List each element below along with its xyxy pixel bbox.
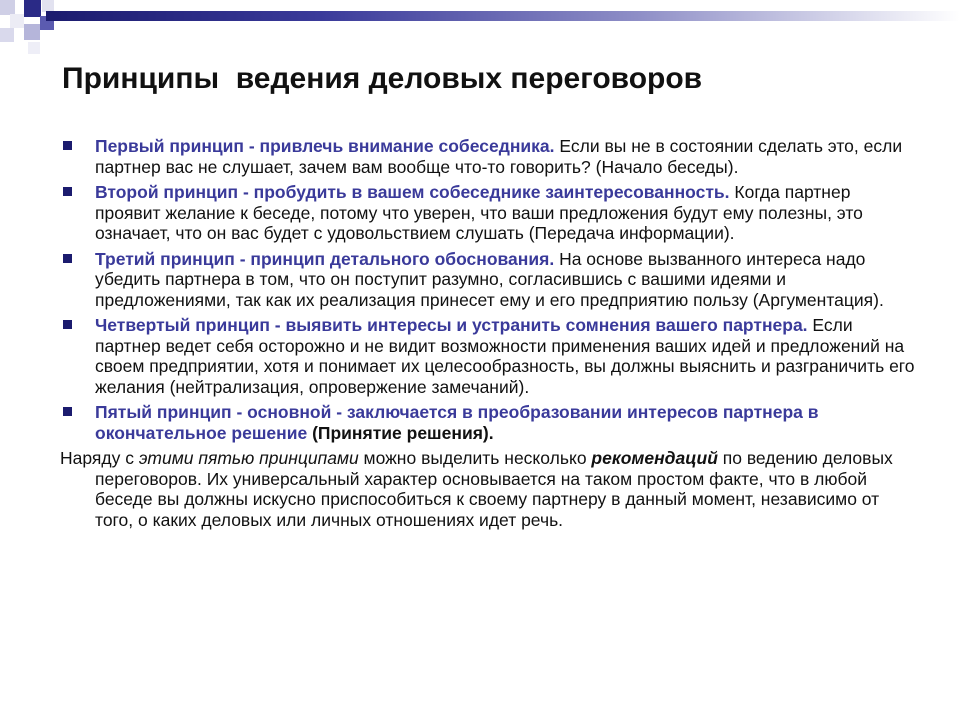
slide-title: Принципы ведения деловых переговоров — [62, 62, 703, 95]
summary-bold-italic-text: рекомендаций — [591, 448, 718, 468]
principle-heading: Третий принцип - принцип детального обоснования. — [95, 248, 555, 269]
corner-square — [0, 28, 14, 42]
principle-item — [60, 249, 920, 311]
slide-content — [60, 136, 920, 530]
principle-item — [60, 315, 920, 397]
principle-item — [60, 182, 920, 244]
square-bullet-icon — [63, 320, 72, 329]
corner-square — [28, 42, 40, 54]
square-bullet-icon — [63, 254, 72, 263]
top-gradient-bar — [46, 11, 960, 21]
principle-heading: Пятый принцип - основной - заключается в преобразовании интересов партнера в окончательное решение — [95, 402, 819, 443]
principle-heading: Четвертый принцип - выявить интересы и устранить сомнения вашего партнера. — [95, 315, 808, 335]
principle-heading: Первый принцип - привлечь внимание собеседника. — [95, 136, 555, 156]
principle-closing: (Принятие решения). — [307, 422, 494, 443]
principle-text: Когда партнер проявит желание к беседе, потому что уверен, что ваши предложения будут ему полезны, это означает, что он вас будет с удовольствием слушать (Передача информации). — [95, 182, 863, 243]
summary-paragraph — [60, 448, 920, 530]
principle-text: Если вы не в состоянии сделать это, если партнер вас не слушает, зачем вам вообще что-то говорить? (Начало беседы). — [95, 136, 903, 177]
square-bullet-icon — [63, 141, 72, 150]
summary-text: можно выделить несколько — [358, 448, 592, 468]
principle-text: Если партнер ведет себя осторожно и не видит возможности применения ваших идей и предложений на своем предприятии, хотя и понимает их целесообразность, вы должны выяснить и разграничить его желания (нейтрализация, опровержение замечаний). — [95, 315, 915, 397]
corner-square — [10, 14, 24, 28]
corner-square — [24, 0, 41, 17]
principle-item — [60, 136, 920, 177]
principle-item — [60, 402, 920, 443]
corner-decoration — [0, 0, 80, 60]
corner-square — [0, 0, 15, 15]
summary-italic-text: этими пятью принципами — [138, 448, 359, 468]
principle-text: На основе вызванного интереса надо убедить партнера в том, что он поступит разумно, согласившись с вашими идеями и предложениями, так как их реализация принесет ему и его предприятию пользу (Аргументация). — [95, 248, 884, 310]
summary-text: по ведению деловых переговоров. Их универсальный характер основывается на таком простом факте, что в любой беседе вы должны искусно приспособиться к своему партнеру в данный момент, независимо от того, о каких деловых или личных отношениях идет речь. — [95, 448, 893, 530]
corner-square — [24, 24, 40, 40]
summary-text: Наряду с — [60, 448, 139, 468]
square-bullet-icon — [63, 407, 72, 416]
square-bullet-icon — [63, 187, 72, 196]
principle-heading: Второй принцип - пробудить в вашем собеседнике заинтересованность. — [95, 182, 730, 202]
